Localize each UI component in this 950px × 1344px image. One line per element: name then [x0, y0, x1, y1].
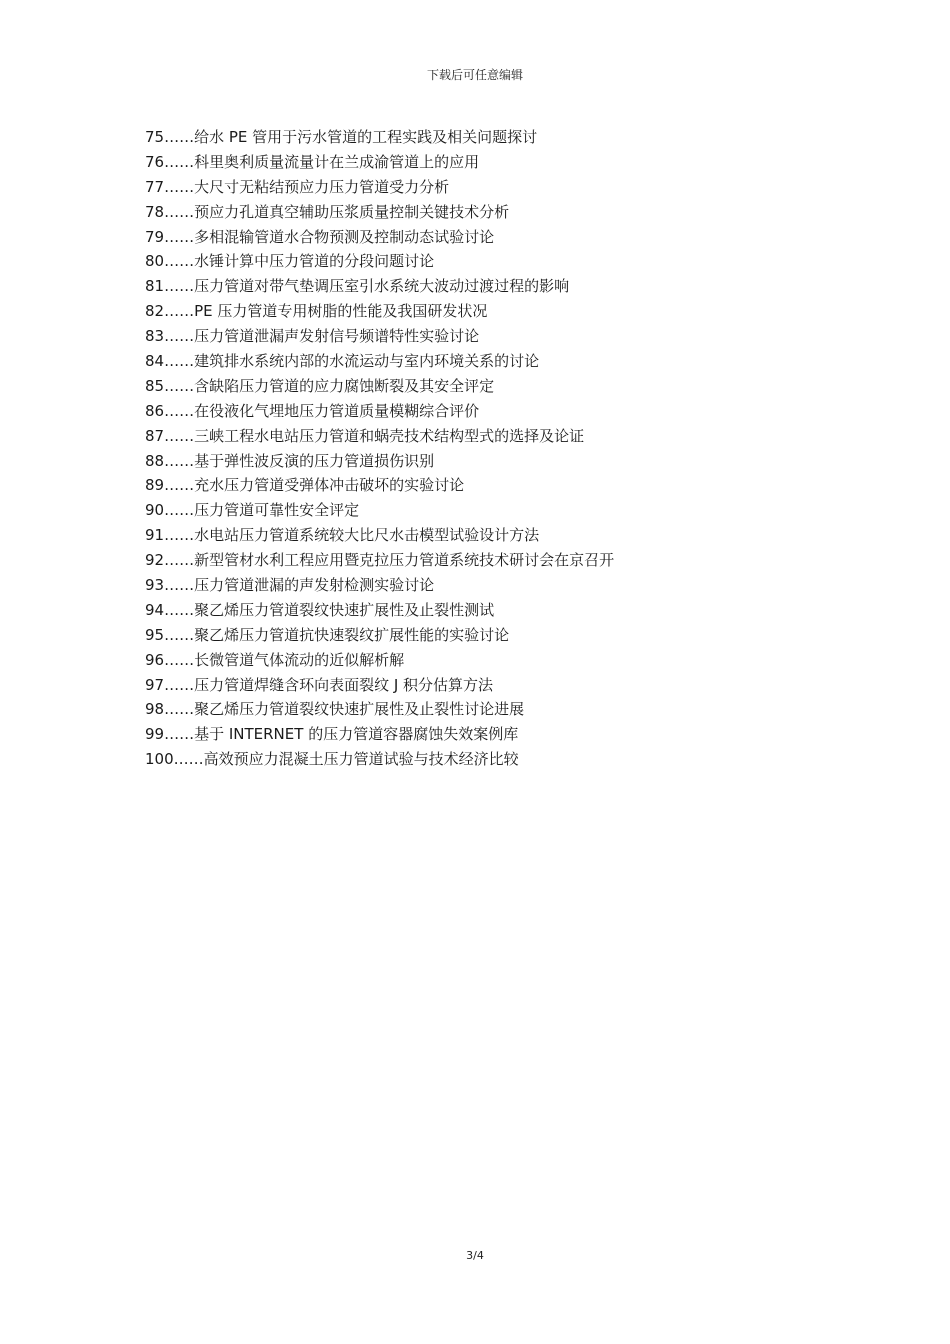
toc-item-91: 91……水电站压力管道系统较大比尺水击模型试验设计方法 — [145, 526, 540, 545]
toc-item-85: 85……含缺陷压力管道的应力腐蚀断裂及其安全评定 — [145, 376, 495, 395]
toc-item-77: 77……大尺寸无粘结预应力压力管道受力分析 — [145, 177, 450, 196]
page-number: 3/4 — [466, 1249, 484, 1262]
toc-item-84: 84……建筑排水系统内部的水流运动与室内环境关系的讨论 — [145, 352, 540, 371]
toc-item-79: 79……多相混输管道水合物预测及控制动态试验讨论 — [145, 227, 495, 246]
toc-item-81: 81……压力管道对带气垫调压室引水系统大波动过渡过程的影响 — [145, 277, 570, 296]
toc-item-86: 86……在役液化气埋地压力管道质量模糊综合评价 — [145, 401, 480, 420]
toc-item-76: 76……科里奥利质量流量计在兰成渝管道上的应用 — [145, 152, 480, 171]
toc-item-88: 88……基于弹性波反演的压力管道损伤识别 — [145, 451, 435, 470]
toc-item-97: 97……压力管道焊缝含环向表面裂纹 J 积分估算方法 — [145, 675, 494, 694]
toc-item-75: 75……给水 PE 管用于污水管道的工程实践及相关问题探讨 — [145, 128, 538, 146]
toc-item-96: 96……长微管道气体流动的近似解析解 — [145, 650, 405, 669]
toc-item-100: 100……高效预应力混凝土压力管道试验与技术经济比较 — [145, 750, 519, 769]
toc-item-78: 78……预应力孔道真空辅助压浆质量控制关键技术分析 — [145, 202, 510, 221]
toc-item-94: 94……聚乙烯压力管道裂纹快速扩展性及止裂性测试 — [145, 600, 495, 619]
toc-list — [145, 125, 845, 772]
toc-item-99: 99……基于 INTERNET 的压力管道容器腐蚀失效案例库 — [145, 725, 519, 744]
toc-item-80: 80……水锤计算中压力管道的分段问题讨论 — [145, 252, 435, 271]
toc-item-82: 82……PE 压力管道专用树脂的性能及我国研发状况 — [145, 302, 488, 321]
toc-item-87: 87……三峡工程水电站压力管道和蜗壳技术结构型式的选择及论证 — [145, 426, 585, 445]
toc-item-89: 89……充水压力管道受弹体冲击破坏的实验讨论 — [145, 476, 465, 495]
toc-item-83: 83……压力管道泄漏声发射信号频谱特性实验讨论 — [145, 327, 480, 346]
page-header: 下载后可任意编辑 — [426, 68, 523, 82]
toc-item-98: 98……聚乙烯压力管道裂纹快速扩展性及止裂性讨论进展 — [145, 700, 525, 719]
toc-item-90: 90……压力管道可靠性安全评定 — [145, 501, 360, 520]
toc-item-93: 93……压力管道泄漏的声发射检测实验讨论 — [145, 576, 435, 595]
toc-item-95: 95……聚乙烯压力管道抗快速裂纹扩展性能的实验讨论 — [145, 625, 510, 644]
toc-item-92: 92……新型管材水利工程应用暨克拉压力管道系统技术研讨会在京召开 — [145, 551, 615, 570]
